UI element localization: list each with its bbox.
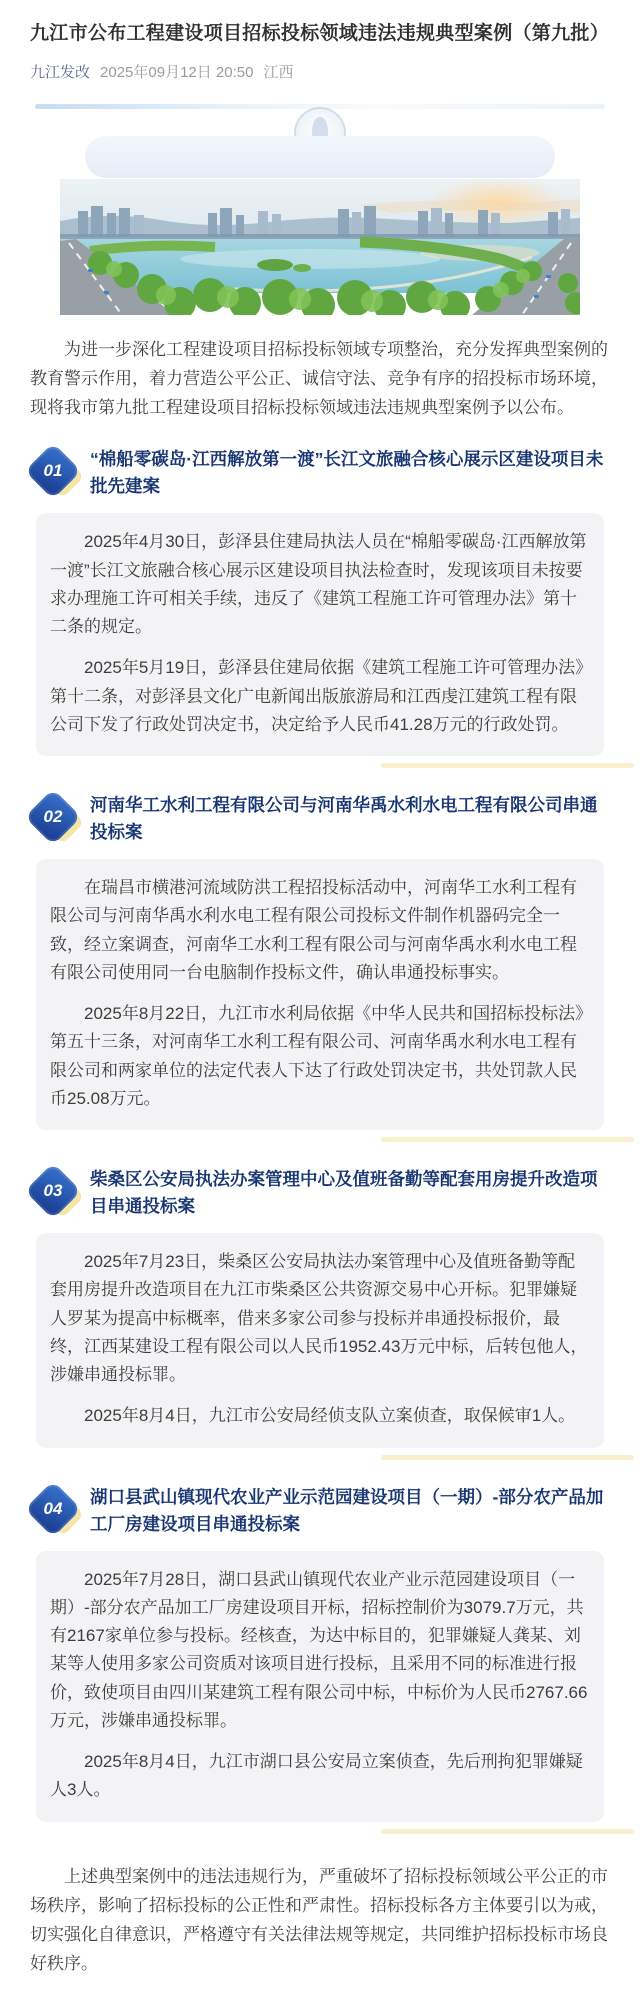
case-title: “棉船零碳岛·江西解放第一渡”长江文旅融合核心展示区建设项目未批先建案 [90, 449, 604, 497]
page-title: 九江市公布工程建设项目招标投标领域违法违规典型案例（第九批） [30, 23, 610, 44]
case-content-box [36, 1233, 604, 1447]
case-number: 03 [43, 1181, 63, 1201]
case-number: 01 [43, 461, 63, 481]
case-section-01 [30, 446, 610, 768]
case-paragraph: 2025年8月4日，九江市公安局经侦支队立案侦查，取保候审1人。 [84, 1406, 576, 1426]
case-paragraph: 2025年7月28日，湖口县武山镇现代农业产业示范园建设项目（一期）-部分农产品加工厂房建设项目开标，招标控制价为3079.7万元，共有2167家单位参与投标。经核查，为达中标目的，犯罪嫌疑人龚某、刘某等人使用多家公司资质对该项目进行投标，且采用不同的标准进行报价，致使项目由四川某建筑工程有限公司中标，中标价为人民币2767.66万元，涉嫌串通投标罪。 [50, 1569, 588, 1730]
case-section-02 [30, 792, 610, 1142]
case-section-03 [30, 1166, 610, 1460]
city-lake-photo [60, 179, 580, 315]
accent-bar [381, 1829, 634, 1834]
case-header [30, 446, 610, 500]
banner [0, 98, 640, 315]
case-header [30, 1484, 610, 1538]
byline [30, 61, 610, 82]
case-content-box [36, 513, 604, 756]
banner-ribbon-decoration [85, 136, 555, 178]
closing-paragraph: 上述典型案例中的违法违规行为，严重破坏了招标投标领域公平公正的市场秩序，影响了招标投标的公正性和严肃性。招标投标各方主体要引以为戒，切实强化自律意识，严格遵守有关法律法规等规定，共同维护招标投标市场良好秩序。 [30, 1866, 608, 1974]
account-name-link[interactable]: 九江发改 [30, 63, 91, 81]
case-paragraph: 2025年5月19日，彭泽县住建局依据《建筑工程施工许可管理办法》第十二条，对彭泽县文化广电新闻出版旅游局和江西虔江建筑工程有限公司下发了行政处罚决定书，决定给予人民币41.28万元的行政处罚。 [50, 658, 584, 734]
accent-bar [381, 763, 634, 768]
publish-location: 江西 [263, 63, 294, 81]
accent-bar [381, 1137, 634, 1142]
case-content-box [36, 859, 604, 1130]
case-paragraph: 2025年8月4日，九江市湖口县公安局立案侦查，先后刑拘犯罪嫌疑人3人。 [50, 1752, 583, 1800]
case-content-box [36, 1551, 604, 1822]
intro-paragraph: 为进一步深化工程建设项目招标投标领域专项整治，充分发挥典型案例的教育警示作用，着力营造公平公正、诚信守法、竞争有序的招投标市场环境，现将我市第九批工程建设项目招标投标领域违法违规典型案例予以公布。 [30, 339, 608, 417]
case-paragraph: 2025年7月23日，柴桑区公安局执法办案管理中心及值班备勤等配套用房提升改造项目在九江市柴桑区公共资源交易中心开标。犯罪嫌疑人罗某为提高中标概率，借来多家公司参与投标并串通投标报价，最终，江西某建设工程有限公司以人民币1952.43万元中标，后转包他人，涉嫌串通投标罪。 [50, 1252, 588, 1385]
case-section-04 [30, 1484, 610, 1834]
case-paragraph: 在瑞昌市横港河流域防洪工程招投标活动中，河南华工水利工程有限公司与河南华禹水利水电工程有限公司投标文件制作机器码完全一致，经立案调查，河南华工水利工程有限公司与河南华禹水利水电工程有限公司使用同一台电脑制作投标文件，确认串通投标事实。 [50, 878, 577, 982]
case-header [30, 1166, 610, 1220]
case-number-badge [30, 794, 80, 844]
case-title: 柴桑区公安局执法办案管理中心及值班备勤等配套用房提升改造项目串通投标案 [90, 1168, 598, 1217]
publish-datetime: 2025年09月12日 20:50 [100, 63, 254, 81]
case-number: 04 [43, 1498, 63, 1518]
case-number-badge [30, 448, 80, 498]
case-paragraph: 2025年4月30日，彭泽县住建局执法人员在“棉船零碳岛·江西解放第一渡”长江文旅融合核心展示区建设项目执法检查时，发现该项目未按要求办理施工许可相关手续，违反了《建筑工程施工许可管理办法》第十二条的规定。 [50, 532, 587, 637]
case-paragraph: 2025年8月22日，九江市水利局依据《中华人民共和国招标投标法》第五十三条，对河南华工水利工程有限公司、河南华禹水利水电工程有限公司和两家单位的法定代表人下达了行政处罚决定书，共处罚款人民币25.08万元。 [50, 1004, 584, 1108]
case-number: 02 [43, 807, 63, 827]
case-number-badge [30, 1486, 80, 1536]
case-title: 湖口县武山镇现代农业产业示范园建设项目（一期）-部分农产品加工厂房建设项目串通投标案 [90, 1486, 604, 1534]
case-header [30, 792, 610, 846]
case-number-badge [30, 1168, 80, 1218]
case-title: 河南华工水利工程有限公司与河南华禹水利水电工程有限公司串通投标案 [90, 794, 598, 843]
accent-bar [381, 1455, 634, 1460]
